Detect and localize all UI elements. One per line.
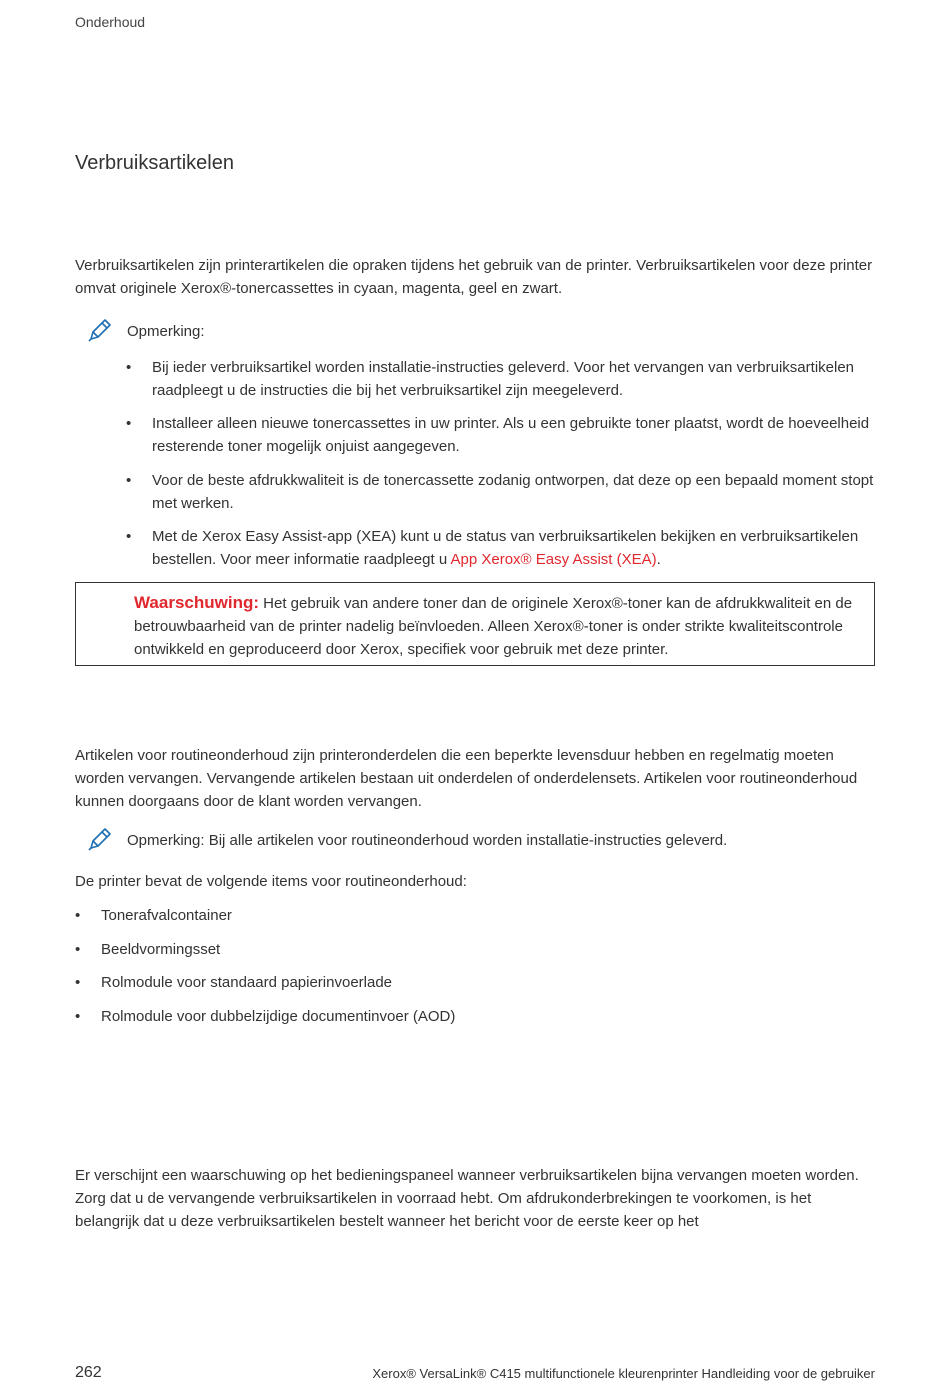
list-item (126, 469, 882, 515)
routine-paragraph: Artikelen voor routineonderhoud zijn printeronderdelen die een beperkte levensduur hebben en regelmatig moeten worden vervangen. Vervangende artikelen bestaan uit onderdelen of onderdelensets. Artikelen voor routineonderhoud kunnen doorgaans door de klant worden vervangen. (75, 747, 858, 810)
xea-link[interactable]: App Xerox® Easy Assist (XEA) (450, 551, 657, 568)
note-text: Opmerking: Bij alle artikelen voor routineonderhoud worden installatie-instructies geleverd. (127, 832, 728, 849)
bullet: • (75, 1008, 81, 1025)
note-opmerking (86, 320, 205, 344)
list-item (126, 356, 882, 402)
bullet: • (126, 415, 132, 432)
bullet: • (75, 941, 81, 958)
list-item-text: Met de Xerox Easy Assist-app (XEA) kunt u de status van verbruiksartikelen bekijken en verbruiksartikelen bestellen. Voor meer informatie raadpleegt u (152, 528, 859, 568)
note-label: Opmerking: (127, 323, 205, 340)
pen-icon (86, 316, 114, 344)
list-item (126, 412, 882, 458)
bullet: • (75, 907, 81, 924)
bullet: • (75, 974, 81, 991)
list-item-text: Rolmodule voor standaard papierinvoerlade (101, 974, 393, 991)
list-item (75, 904, 831, 927)
list-item-text: Tonerafvalcontainer (101, 907, 232, 924)
ordering-paragraph: Er verschijnt een waarschuwing op het bedieningspaneel wanneer verbruiksartikelen bijna vervangen moeten worden. Zorg dat u de vervangende verbruiksartikelen in voorraad hebt. Om afdrukonderbrekingen te voorkomen, is het belangrijk dat u deze verbruiksartikelen bestelt wanneer het bericht voor de eerste keer op het (75, 1167, 859, 1230)
list-item-text: Voor de beste afdrukkwaliteit is de tonercassette zodanig ontworpen, dat deze op een bepaald moment stopt met werken. (152, 472, 874, 512)
routine-list-intro: De printer bevat de volgende items voor routineonderhoud: (75, 873, 467, 890)
warning-content (134, 591, 864, 661)
bullet: • (126, 359, 132, 376)
list-item-end: . (656, 551, 661, 568)
warning-text: Het gebruik van andere toner dan de originele Xerox®-toner kan de afdrukkwaliteit en de betrouwbaarheid van de printer nadelig beïnvloeden. Alleen Xerox®-toner is onder strikte kwaliteitscontrole ontwikkeld en geproduceerd door Xerox, specifiek voor gebruik met deze printer. (134, 595, 853, 658)
list-item (75, 1005, 831, 1028)
list-item-text: Beeldvormingsset (101, 941, 221, 958)
warning-label: Waarschuwing: (134, 593, 259, 612)
bullet: • (126, 472, 132, 489)
list-item-text: Bij ieder verbruiksartikel worden installatie-instructies geleverd. Voor het vervangen van verbruiksartikelen raadpleegt u de instructies die bij het verbruiksartikel zijn meegeleverd. (152, 359, 855, 399)
list-item (126, 525, 882, 571)
list-item (75, 938, 831, 961)
list-item-text: Installeer alleen nieuwe tonercassettes in uw printer. Als u een gebruikte toner plaatst, wordt de hoeveelheid resterende toner mogelijk onjuist aangegeven. (152, 415, 870, 455)
pen-icon (86, 825, 114, 853)
warning-box (75, 582, 875, 666)
intro-paragraph: Verbruiksartikelen zijn printerartikelen die opraken tijdens het gebruik van de printer. Verbruiksartikelen voor deze printer omvat originele Xerox®-tonercassettes in cyaan, magenta, geel en zwart. (75, 257, 873, 297)
running-header: Onderhoud (75, 14, 146, 30)
list-item (75, 971, 831, 994)
bullet: • (126, 528, 132, 545)
list-item-text: Rolmodule voor dubbelzijdige documentinvoer (AOD) (101, 1008, 456, 1025)
page-number: 262 (75, 1364, 102, 1381)
note-routine (86, 829, 727, 853)
footer-title: Xerox® VersaLink® C415 multifunctionele kleurenprinter Handleiding voor de gebruiker (372, 1366, 875, 1381)
page-title: Verbruiksartikelen (75, 152, 234, 174)
